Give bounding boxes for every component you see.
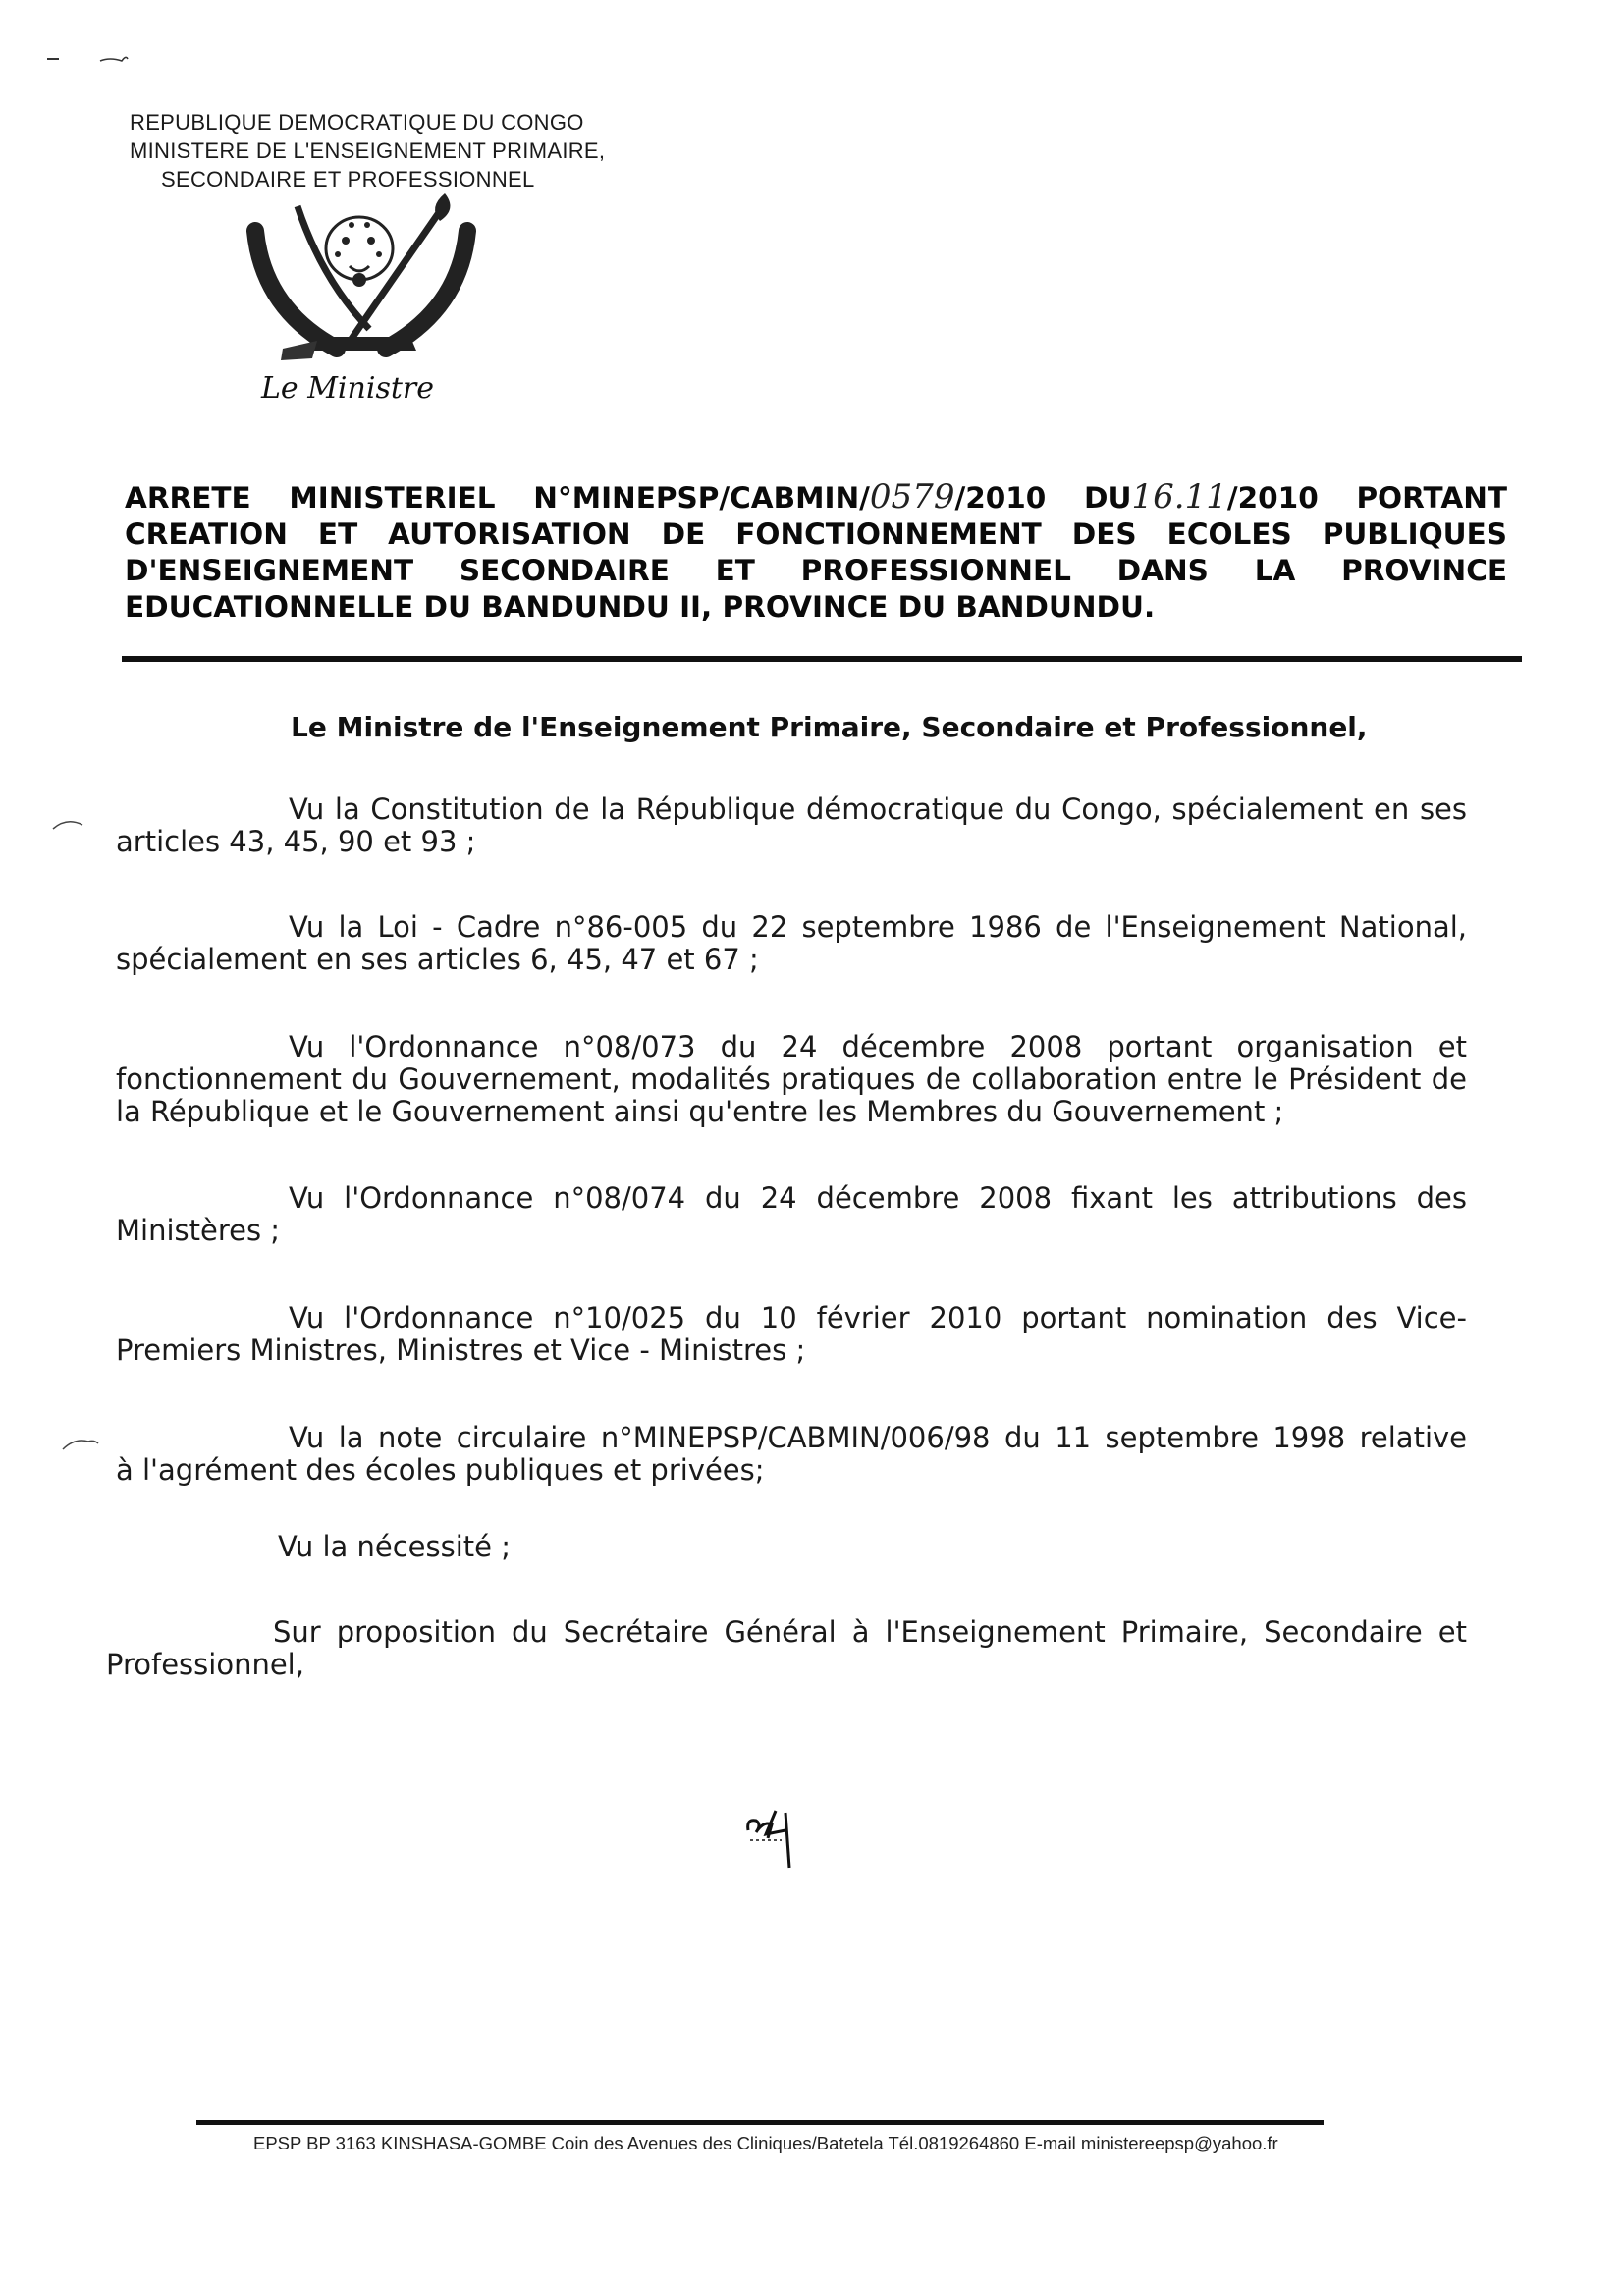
para-first-line: Vu la Constitution de la République démocratique du Congo, spécialement en ses [289, 792, 1467, 826]
handwritten-date: 16.11 [1131, 477, 1227, 517]
proposal [106, 1616, 1467, 1681]
header-ministry: MINISTERE DE L'ENSEIGNEMENT PRIMAIRE, [130, 138, 606, 163]
margin-mark [49, 815, 88, 835]
considerant-5 [116, 1302, 1467, 1367]
para-rest: articles 43, 45, 90 et 93 ; [116, 825, 476, 858]
para-rest: Ministères ; [116, 1214, 281, 1247]
title-part-c: /2010 PORTANT [1226, 481, 1508, 515]
para-rest: spécialement en ses articles 6, 45, 47 et 67 ; [116, 943, 759, 976]
title-part-b: /2010 DU [954, 481, 1132, 515]
para-first-line: Vu l'Ordonnance n°10/025 du 10 février 2010 portant nomination des Vice- [289, 1301, 1467, 1334]
title-line-2: CREATION ET AUTORISATION DE FONCTIONNEMENT DES ECOLES PUBLIQUES [125, 517, 1507, 551]
coat-of-arms-icon [244, 191, 479, 363]
para-first-line: Vu la Loi - Cadre n°86-005 du 22 septembre 1986 de l'Enseignement National, [289, 910, 1467, 944]
para-rest: fonctionnement du Gouvernement, modalités pratiques de collaboration entre le Président de la République et le Gouvernement ainsi qu'entre les Membres du Gouvernement ; [116, 1062, 1467, 1128]
minister-signature-title: Le Ministre [261, 371, 434, 406]
header-country: REPUBLIQUE DEMOCRATIQUE DU CONGO [130, 110, 584, 135]
title-line-4: EDUCATIONNELLE DU BANDUNDU II, PROVINCE DU BANDUNDU. [125, 590, 1156, 624]
para-rest: Professionnel, [106, 1648, 304, 1681]
considerant-6 [116, 1422, 1467, 1487]
para-first-line: Vu l'Ordonnance n°08/074 du 24 décembre 2008 fixant les attributions des [289, 1181, 1467, 1215]
considerant-1 [116, 793, 1467, 858]
minister-heading: Le Ministre de l'Enseignement Primaire, Secondaire et Professionnel, [291, 711, 1368, 743]
considerant-necessity: Vu la nécessité ; [278, 1530, 511, 1563]
decree-title [125, 479, 1507, 626]
header-ministry-cont: SECONDAIRE ET PROFESSIONNEL [161, 167, 535, 191]
considerant-4 [116, 1182, 1467, 1247]
handwritten-initials-icon [742, 1801, 811, 1870]
title-line-1 [125, 479, 1507, 517]
footer-address: EPSP BP 3163 KINSHASA-GOMBE Coin des Avenues des Cliniques/Batetela Tél.0819264860 E-mail ministereepsp@yahoo.fr [253, 2133, 1278, 2153]
para-first-line: Vu la note circulaire n°MINEPSP/CABMIN/006/98 du 11 septembre 1998 relative [289, 1421, 1467, 1454]
handwritten-number: 0579 [869, 477, 955, 517]
scan-mark [39, 49, 137, 69]
para-rest: Premiers Ministres, Ministres et Vice - Ministres ; [116, 1333, 806, 1367]
considerant-3 [116, 1031, 1467, 1128]
margin-mark [59, 1434, 103, 1457]
para-first-line: Vu l'Ordonnance n°08/073 du 24 décembre 2008 portant organisation et [289, 1030, 1467, 1063]
title-underline [122, 656, 1522, 662]
para-rest: à l'agrément des écoles publiques et privées; [116, 1453, 765, 1487]
considerant-2 [116, 911, 1467, 976]
title-part-a: ARRETE MINISTERIEL N°MINEPSP/CABMIN/ [125, 481, 870, 515]
title-line-3: D'ENSEIGNEMENT SECONDAIRE ET PROFESSIONNEL DANS LA PROVINCE [125, 554, 1507, 587]
footer-rule [196, 2120, 1324, 2125]
para-first-line: Sur proposition du Secrétaire Général à l'Enseignement Primaire, Secondaire et [273, 1615, 1467, 1649]
